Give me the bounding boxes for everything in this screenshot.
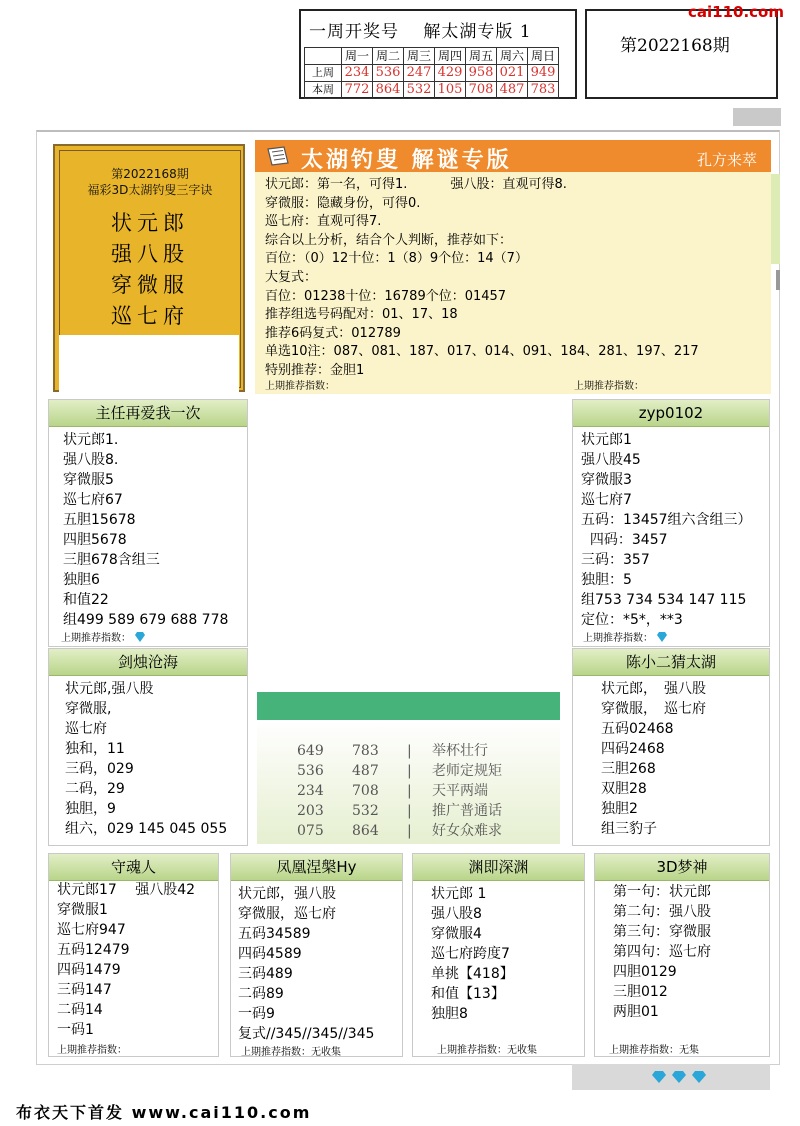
- pick-line: 独和，11: [65, 741, 125, 757]
- pick-line: 定位：*5*，**3: [581, 612, 683, 628]
- pick-line: 组三豹子: [601, 821, 657, 837]
- list-item: 203 532 | 推广普通话: [297, 803, 502, 819]
- pick-line: 一码1: [57, 1022, 94, 1038]
- expert-name: 主任再爱我一次: [49, 400, 247, 427]
- issue-box: [585, 9, 778, 99]
- expert-picks: [65, 679, 227, 839]
- puzzle-line: 推荐组选号码配对：01、17、18: [265, 307, 458, 323]
- pick-line: 巡七府7: [581, 492, 632, 508]
- pick-line: 第三句：穿微服: [613, 924, 711, 940]
- pick-line: 四胆0129: [613, 964, 677, 980]
- list-item: 536 487 | 老师定规矩: [297, 763, 502, 779]
- weekly-draw-panel: [299, 9, 577, 99]
- center-green-bar: [257, 692, 560, 720]
- pick-line: 第二句：强八股: [613, 904, 711, 920]
- prev-rating: 上期推荐指数：无集: [609, 1045, 699, 1056]
- poem-box: [53, 144, 245, 392]
- expert-name: 渊即深渊: [413, 854, 584, 881]
- pick-line: 复式//345//345//345: [238, 1026, 375, 1042]
- pick-line: 状元郎 1: [431, 886, 487, 902]
- puzzle-author: 孔方来萃: [696, 151, 757, 169]
- pick-line: 三胆268: [601, 761, 656, 777]
- decorative-bar: [733, 108, 781, 126]
- pick-line: 巡七府跨度7: [431, 946, 510, 962]
- pick-line: 一码9: [238, 1006, 275, 1022]
- draw-number: 105: [435, 82, 466, 99]
- puzzle-line: 推荐6码复式：012789: [265, 325, 401, 341]
- pick-line: 三码，029: [65, 761, 134, 777]
- expert-name: zyp0102: [573, 400, 769, 427]
- poem-line: 状元郎: [111, 211, 189, 235]
- puzzle-line: 单选10注：087、081、187、017、014、091、184、281、197、217: [265, 344, 699, 360]
- pick-line: 巡七府: [65, 721, 107, 737]
- puzzle-line: 巡七府：直观可得7.: [265, 214, 382, 230]
- pick-line: 巡七府67: [63, 492, 123, 508]
- scroll-icon: [265, 144, 291, 168]
- pick-line: 穿微服4: [431, 926, 482, 942]
- expert-picks: [238, 884, 374, 1044]
- draw-number: 949: [528, 65, 559, 82]
- table-row: [305, 65, 559, 82]
- pick-line: 状元郎,强八股: [65, 681, 154, 697]
- prev-rating-right: 上期推荐指数：: [574, 381, 644, 392]
- prev-rating: 上期推荐指数：: [583, 629, 668, 644]
- pick-line: 穿微服1: [57, 902, 108, 918]
- draw-number: 021: [497, 65, 528, 82]
- expert-card-7: [412, 853, 585, 1057]
- pick-line: 和值22: [63, 592, 109, 608]
- pick-line: 二码14: [57, 1002, 103, 1018]
- prev-rating: 上期推荐指数：: [57, 1045, 127, 1056]
- pick-line: 两胆01: [613, 1004, 659, 1020]
- pick-line: 三码147: [57, 982, 112, 998]
- pick-line: 穿微服， 巡七府: [601, 701, 706, 717]
- puzzle-body: [265, 176, 699, 381]
- pick-line: 独胆8: [431, 1006, 468, 1022]
- puzzle-title: 太湖钓叟 解谜专版: [301, 147, 512, 173]
- list-item: 075 864 | 好女众难求: [297, 823, 502, 839]
- pick-line: 二码89: [238, 986, 284, 1002]
- poem-line: 巡七府: [111, 304, 189, 328]
- pick-line: 穿微服5: [63, 472, 114, 488]
- pick-line: 四码1479: [57, 962, 121, 978]
- expert-picks: [431, 884, 514, 1024]
- pick-line: 独胆2: [601, 801, 638, 817]
- expert-picks: [601, 679, 706, 839]
- expert-card-6: [230, 853, 403, 1057]
- pick-line: 组六，029 145 045 055: [65, 821, 228, 837]
- expert-picks: [63, 430, 228, 630]
- puzzle-line: 综合以上分析，结合个人判断，推荐如下：: [265, 232, 513, 248]
- puzzle-line: 百位：01238十位：16789个位：01457: [265, 288, 507, 304]
- expert-name: 陈小二猜太湖: [573, 649, 769, 676]
- pick-line: 第一句：状元郎: [613, 884, 711, 900]
- rating-bar: [572, 1064, 770, 1090]
- expert-card-2: [572, 399, 770, 647]
- expert-name: 凤凰涅槃Hy: [231, 854, 402, 881]
- pick-line: 第四句：巡七府: [613, 944, 711, 960]
- pick-line: 五码34589: [238, 926, 311, 942]
- expert-card-4: [572, 648, 770, 846]
- pick-line: 五胆15678: [63, 512, 136, 528]
- pick-line: 二码，29: [65, 781, 125, 797]
- expert-name: 3D梦神: [595, 854, 769, 881]
- pick-line: 穿微服，巡七府: [238, 906, 336, 922]
- table-row: [305, 82, 559, 99]
- pick-line: 组499 589 679 688 778: [63, 612, 229, 628]
- poem-line: 强八股: [111, 242, 189, 266]
- weekly-draw-title: 一周开奖号 解太湖专版 1: [309, 22, 532, 42]
- prev-rating: 上期推荐指数：无收集: [241, 1047, 341, 1058]
- puzzle-line: 穿微服：隐藏身份，可得0.: [265, 195, 421, 211]
- draw-number: 234: [342, 65, 373, 82]
- pick-line: 状元郎17 强八股42: [57, 882, 196, 898]
- draw-number: 487: [497, 82, 528, 99]
- prev-rating: 上期推荐指数：: [61, 629, 146, 644]
- day-label: 周四: [435, 48, 466, 65]
- pick-line: 和值【13】: [431, 986, 505, 1002]
- pick-line: 四码2468: [601, 741, 665, 757]
- pick-line: 穿微服,: [65, 701, 112, 717]
- pick-line: 强八股8.: [63, 452, 119, 468]
- day-label: 周二: [373, 48, 404, 65]
- pick-line: 独胆，9: [65, 801, 116, 817]
- expert-picks: [581, 430, 752, 630]
- expert-picks: [57, 880, 195, 1040]
- draw-number: 958: [466, 65, 497, 82]
- footer-credit: 布衣天下首发 www.cai110.com: [16, 1103, 312, 1122]
- pick-line: 三码489: [238, 966, 293, 982]
- decorative-strip: [776, 270, 780, 290]
- row-label: 上周: [305, 65, 342, 82]
- draw-number: 429: [435, 65, 466, 82]
- pick-line: 强八股8: [431, 906, 482, 922]
- expert-name: 剑烛沧海: [49, 649, 247, 676]
- diamond-icon: [134, 632, 146, 642]
- list-item: 234 708 | 天平两端: [297, 783, 488, 799]
- draw-number: 783: [528, 82, 559, 99]
- diamond-icon: [650, 1070, 710, 1084]
- day-label: 周三: [404, 48, 435, 65]
- pick-line: 四胆5678: [63, 532, 127, 548]
- puzzle-panel: [255, 140, 771, 394]
- draw-number: 536: [373, 65, 404, 82]
- site-logo[interactable]: cai110.com: [688, 3, 784, 21]
- day-label: 周五: [466, 48, 497, 65]
- pick-line: 三码：357: [581, 552, 650, 568]
- center-riddle-panel: [257, 720, 560, 844]
- pick-line: 强八股45: [581, 452, 641, 468]
- poem-blank: [59, 335, 239, 395]
- puzzle-line: 大复式：: [265, 269, 318, 285]
- draw-number: 247: [404, 65, 435, 82]
- expert-picks: [613, 882, 711, 1022]
- pick-line: 双胆28: [601, 781, 647, 797]
- day-label: 周六: [497, 48, 528, 65]
- puzzle-header: [255, 140, 771, 172]
- pick-line: 状元郎， 强八股: [601, 681, 706, 697]
- expert-name: 守魂人: [49, 854, 218, 881]
- pick-line: 五码02468: [601, 721, 674, 737]
- draw-number: 708: [466, 82, 497, 99]
- pick-line: 四码：3457: [581, 532, 668, 548]
- poem-line: 穿微服: [111, 273, 189, 297]
- pick-line: 五码12479: [57, 942, 130, 958]
- issue-number: 第2022168期: [620, 36, 730, 56]
- draw-number: 864: [373, 82, 404, 99]
- pick-line: 状元郎1: [581, 432, 632, 448]
- table-header-row: [305, 48, 559, 65]
- pick-line: 状元郎1.: [63, 432, 119, 448]
- pick-line: 三胆012: [613, 984, 668, 1000]
- weekly-draw-table: [304, 47, 559, 99]
- draw-number: 772: [342, 82, 373, 99]
- expert-card-5: [48, 853, 219, 1057]
- decorative-strip: [771, 174, 780, 264]
- pick-line: 独胆6: [63, 572, 100, 588]
- pick-line: 单挑【418】: [431, 966, 514, 982]
- poem-issue: 第2022168期: [111, 167, 189, 181]
- day-label: 周一: [342, 48, 373, 65]
- pick-line: 穿微服3: [581, 472, 632, 488]
- list-item: 649 783 | 举杯壮行: [297, 743, 488, 759]
- pick-line: 四码4589: [238, 946, 302, 962]
- row-label: 本周: [305, 82, 342, 99]
- pick-line: 五码：13457组六含组三）: [581, 512, 752, 528]
- poem-caption: 福彩3D太湖钓叟三字诀: [87, 183, 213, 197]
- day-label: 周日: [528, 48, 559, 65]
- expert-card-8: [594, 853, 770, 1057]
- prev-rating: 上期推荐指数：无收集: [437, 1045, 537, 1056]
- expert-card-3: [48, 648, 248, 846]
- puzzle-line: 百位：（0）12十位：1（8）9个位：14（7）: [265, 251, 528, 267]
- pick-line: 状元郎，强八股: [238, 886, 336, 902]
- pick-line: 巡七府947: [57, 922, 126, 938]
- diamond-icon: [656, 632, 668, 642]
- pick-line: 组753 734 534 147 115: [581, 592, 747, 608]
- puzzle-line: 状元郎：第一名，可得1. 强八股：直观可得8.: [265, 177, 567, 192]
- prev-rating-left: 上期推荐指数：: [265, 381, 335, 392]
- pick-line: 独胆：5: [581, 572, 632, 588]
- draw-number: 532: [404, 82, 435, 99]
- expert-card-1: [48, 399, 248, 647]
- pick-line: 三胆678含组三: [63, 552, 160, 568]
- puzzle-line: 特别推荐：金胆1: [265, 362, 365, 378]
